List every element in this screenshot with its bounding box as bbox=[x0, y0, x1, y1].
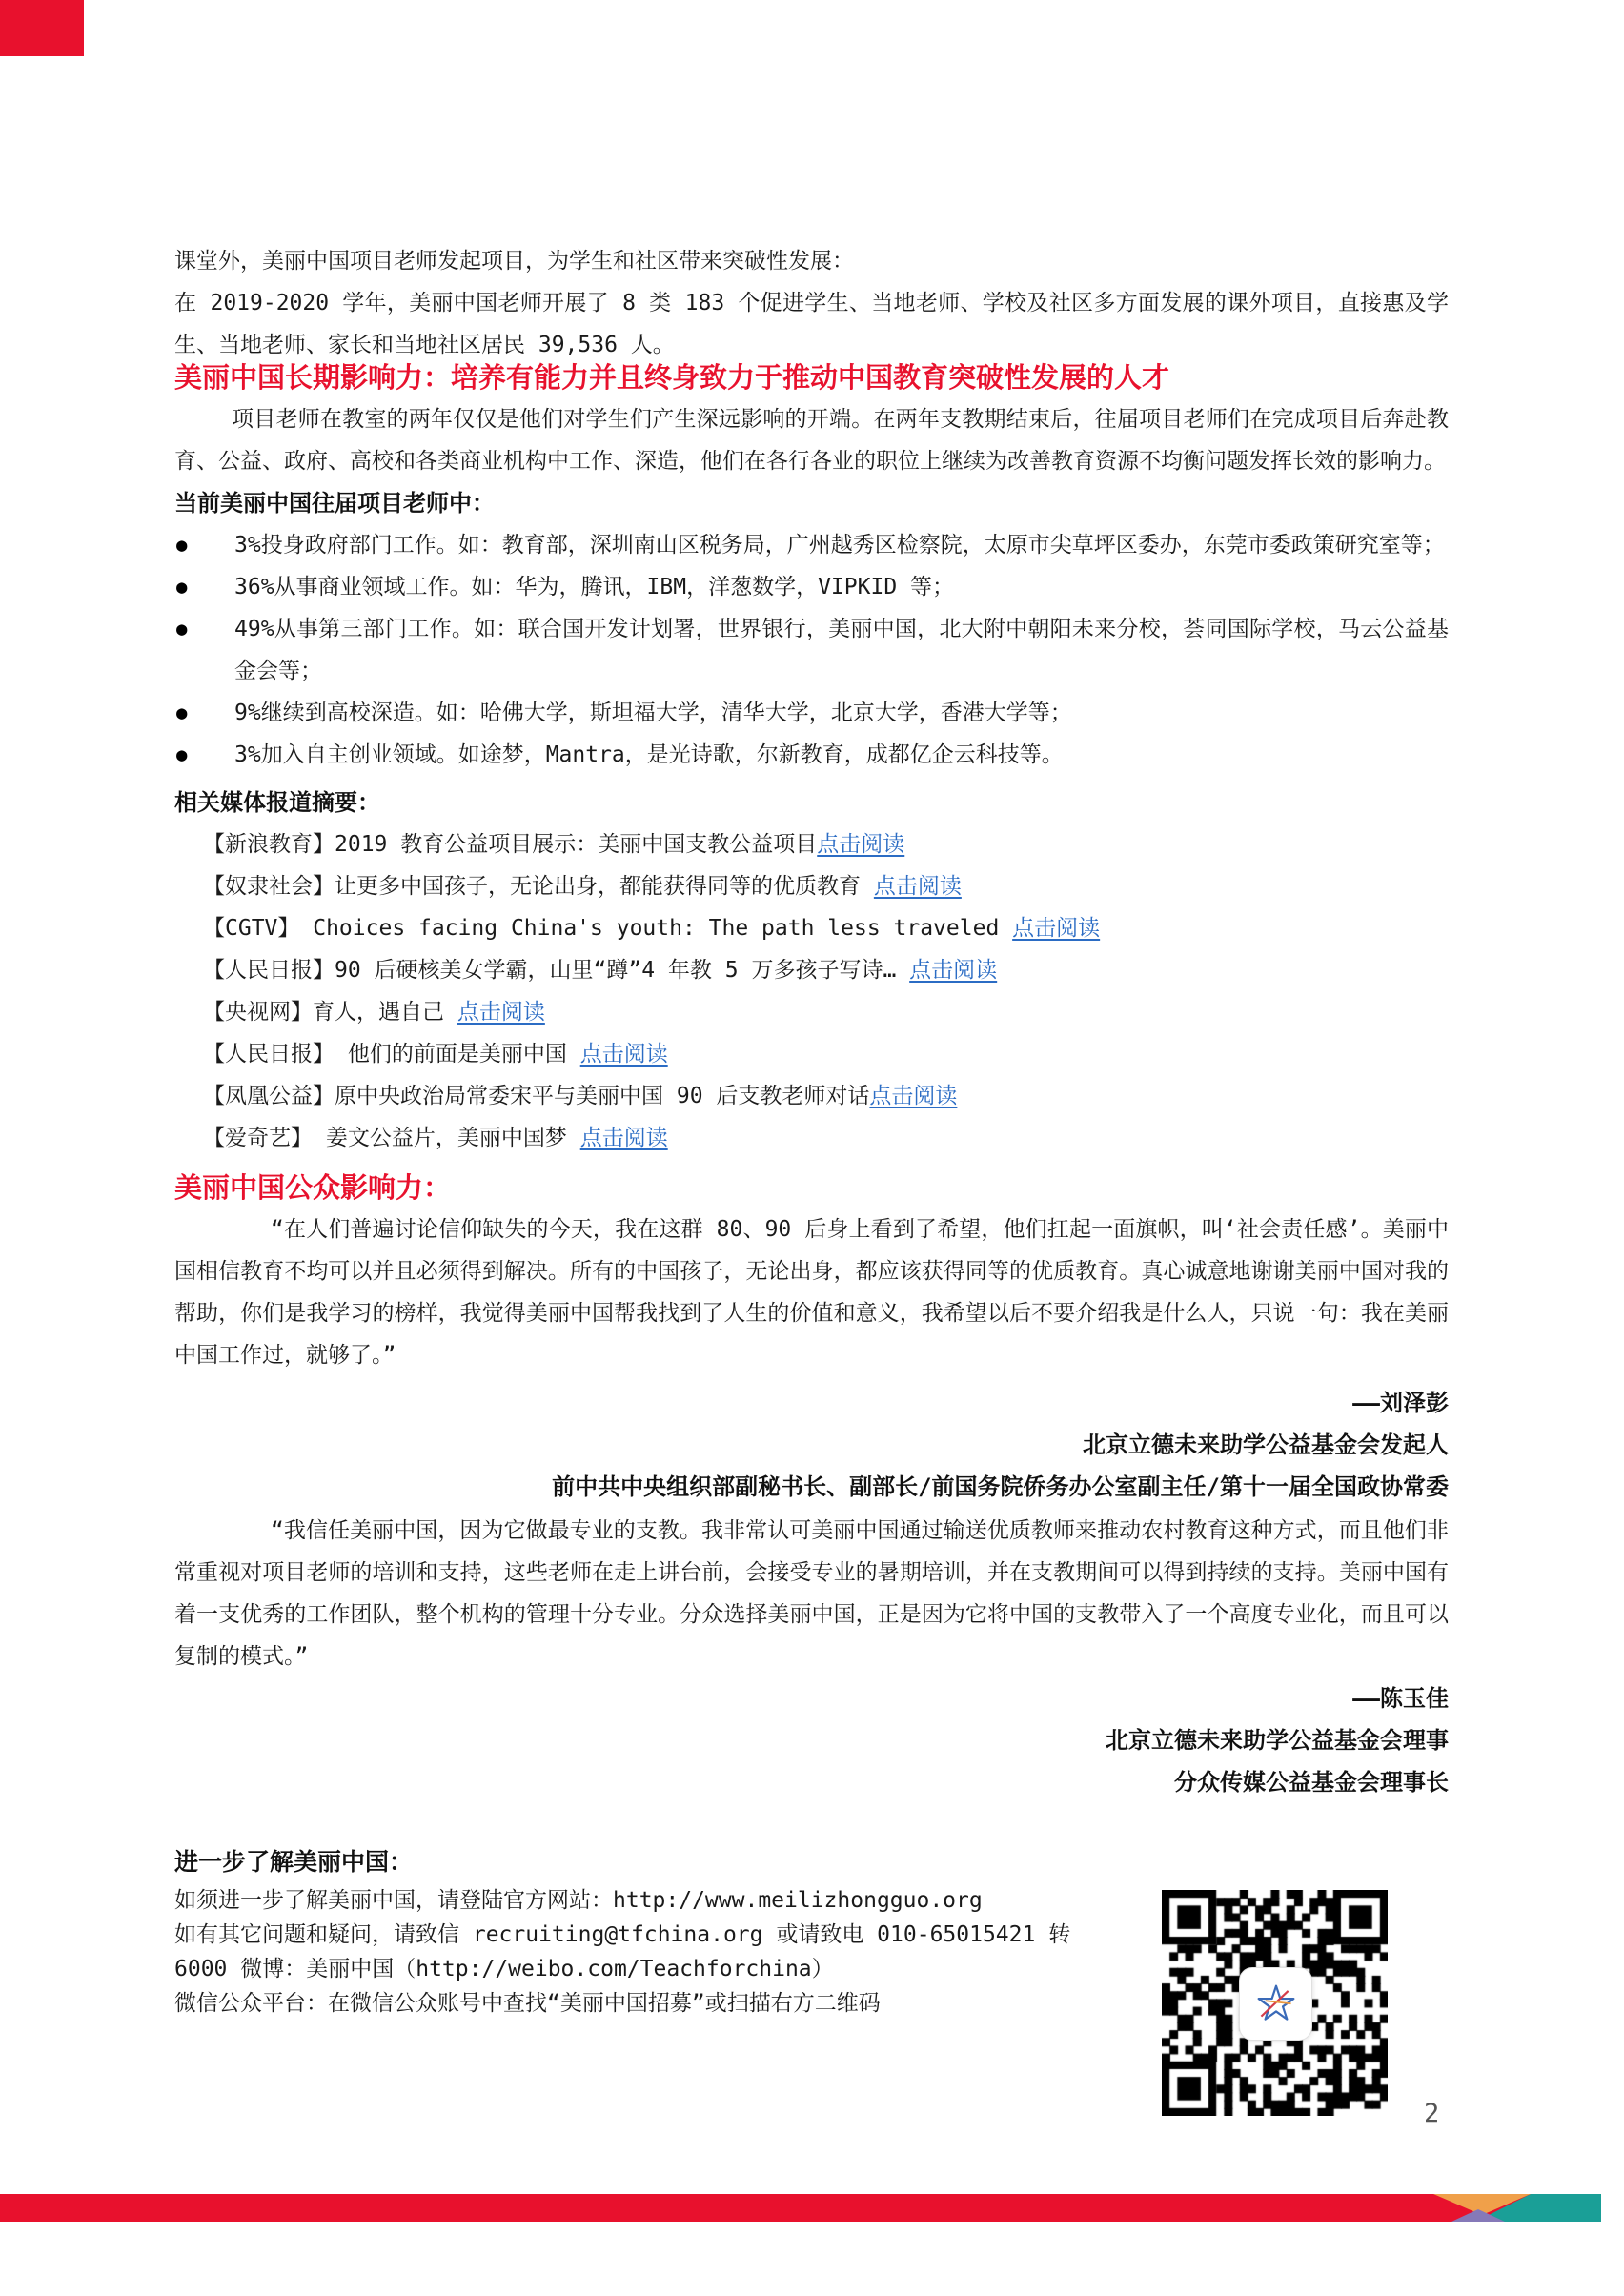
media-report-item bbox=[203, 1075, 1449, 1117]
signature-title: 北京立德未来助学公益基金会理事 bbox=[1106, 1727, 1449, 1754]
bullet-text: 3%投身政府部门工作。如：教育部，深圳南山区税务局，广州越秀区检察院，太原市尖草坪区委办，东莞市委政策研究室等； bbox=[234, 533, 1445, 558]
media-report-label: 【新浪教育】2019 教育公益项目展示：美丽中国支教公益项目 bbox=[203, 832, 818, 857]
longterm-paragraph: 项目老师在教室的两年仅仅是他们对学生们产生深远影响的开端。在两年支教期结束后，往届项目老师们在完成项目后奔赴教育、公益、政府、高校和各类商业机构中工作、深造，他们在各行各业的职位上继续为改善教育资源不均衡问题发挥长效的影响力。 bbox=[174, 407, 1449, 474]
list-item bbox=[174, 566, 1449, 608]
media-report-label: 【爱奇艺】 姜文公益片，美丽中国梦 bbox=[203, 1126, 580, 1150]
bullet-text: 36%从事商业领域工作。如：华为，腾讯，IBM，洋葱数学，VIPKID 等； bbox=[234, 575, 955, 599]
signature-chen bbox=[174, 1677, 1449, 1803]
signature-liu bbox=[174, 1382, 1449, 1508]
media-report-item bbox=[203, 949, 1449, 991]
quote-liu: “在人们普遍讨论信仰缺失的今天，我在这群 80、90 后身上看到了希望，他们扛起一面旗帜，叫‘社会责任感’。美丽中国相信教育不均可以并且必须得到解决。所有的中国孩子，无论出身，都应该获得同等的优质教育。真心诚意地谢谢美丽中国对我的帮助，你们是我学习的榜样，我觉得美丽中国帮我找到了人生的价值和意义，我希望以后不要介绍我是什么人，只说一句：我在美丽中国工作过，就够了。” bbox=[174, 1217, 1449, 1368]
contact-line-weibo: 6000 微博：美丽中国（http://weibo.com/Teachforchina） bbox=[174, 1957, 834, 1981]
media-report-item bbox=[203, 991, 1449, 1033]
media-report-item bbox=[203, 907, 1449, 949]
tfc-logo bbox=[1239, 1967, 1312, 2041]
bullet-text: 3%加入自主创业领域。如途梦，Mantra，是光诗歌，尔新教育，成都亿企云科技等。 bbox=[234, 742, 1064, 767]
media-reports-heading: 相关媒体报道摘要： bbox=[174, 789, 380, 816]
tfc-star-icon bbox=[1251, 1980, 1301, 2029]
quote-chen: “我信任美丽中国，因为它做最专业的支教。我非常认可美丽中国通过输送优质教师来推动农村教育这种方式，而且他们非常重视对项目老师的培训和支持，这些老师在走上讲台前，会接受专业的暑期培训，并在支教期间可以得到持续的支持。美丽中国有着一支优秀的工作团队，整个机构的管理十分专业。分众选择美丽中国，正是因为它将中国的支教带入了一个高度专业化，而且可以复制的模式。” bbox=[174, 1518, 1449, 1669]
bullet-text: 9%继续到高校深造。如：哈佛大学，斯坦福大学，清华大学，北京大学，香港大学等； bbox=[234, 701, 1072, 725]
list-item bbox=[174, 734, 1449, 776]
signature-name: ——陈玉佳 bbox=[1352, 1685, 1449, 1712]
intro-line-1: 课堂外，美丽中国项目老师发起项目，为学生和社区带来突破性发展： bbox=[174, 249, 854, 274]
public-impact-heading: 美丽中国公众影响力： bbox=[174, 1171, 452, 1204]
list-item bbox=[174, 524, 1449, 566]
top-left-red-accent bbox=[0, 0, 84, 56]
media-report-item bbox=[203, 823, 1449, 865]
list-item bbox=[174, 608, 1449, 692]
signature-title: 分众传媒公益基金会理事长 bbox=[1174, 1769, 1449, 1796]
media-report-label: 【CGTV】 Choices facing China's youth: The path less traveled bbox=[203, 916, 1013, 941]
contact-line-email-phone: 如有其它问题和疑问，请致信 recruiting@tfchina.org 或请致电 010-65015421 转 bbox=[174, 1922, 1071, 1947]
read-more-link[interactable]: 点击阅读 bbox=[869, 1084, 958, 1108]
media-report-label: 【人民日报】90 后硬核美女学霸，山里“蹲”4 年教 5 万多孩子写诗… bbox=[203, 958, 910, 983]
signature-title: 前中共中央组织部副秘书长、副部长/前国务院侨务办公室副主任/第十一届全国政协常委 bbox=[552, 1473, 1449, 1500]
read-more-link[interactable]: 点击阅读 bbox=[579, 1126, 668, 1150]
learn-more-heading: 进一步了解美丽中国： bbox=[174, 1848, 414, 1876]
alumni-bullet-list bbox=[174, 524, 1449, 776]
bullet-text: 49%从事第三部门工作。如：联合国开发计划署，世界银行，美丽中国，北大附中朝阳未来分校，荟同国际学校，马云公益基金会等； bbox=[234, 617, 1449, 683]
signature-name: ——刘泽彭 bbox=[1352, 1390, 1449, 1416]
read-more-link[interactable]: 点击阅读 bbox=[457, 1000, 545, 1025]
intro-line-2: 在 2019-2020 学年，美丽中国老师开展了 8 类 183 个促进学生、当地老师、学校及社区多方面发展的课外项目，直接惠及学生、当地老师、家长和当地社区居民 39,536 人。 bbox=[174, 291, 1449, 357]
read-more-link[interactable]: 点击阅读 bbox=[817, 832, 905, 857]
media-report-item bbox=[203, 865, 1449, 907]
page-number: 2 bbox=[1424, 2099, 1440, 2128]
media-report-label: 【凤凰公益】原中央政治局常委宋平与美丽中国 90 后支教老师对话 bbox=[203, 1084, 870, 1108]
read-more-link[interactable]: 点击阅读 bbox=[873, 874, 962, 899]
media-report-label: 【央视网】育人，遇自己 bbox=[203, 1000, 457, 1025]
alumni-subheading: 当前美丽中国往届项目老师中： bbox=[174, 490, 495, 517]
list-item bbox=[174, 692, 1449, 734]
longterm-impact-heading: 美丽中国长期影响力：培养有能力并且终身致力于推动中国教育突破性发展的人才 bbox=[174, 361, 1170, 394]
signature-title: 北京立德未来助学公益基金会发起人 bbox=[1083, 1432, 1449, 1458]
media-report-item bbox=[203, 1033, 1449, 1075]
stripe-red-bar bbox=[0, 2194, 1544, 2222]
read-more-link[interactable]: 点击阅读 bbox=[1012, 916, 1101, 941]
read-more-link[interactable]: 点击阅读 bbox=[909, 958, 998, 983]
media-report-label: 【人民日报】 他们的前面是美丽中国 bbox=[203, 1042, 580, 1067]
read-more-link[interactable]: 点击阅读 bbox=[579, 1042, 668, 1067]
media-report-label: 【奴隶社会】让更多中国孩子，无论出身，都能获得同等的优质教育 bbox=[203, 874, 874, 899]
contact-line-website: 如须进一步了解美丽中国，请登陆官方网站：http://www.meilizhongguo.org bbox=[174, 1888, 983, 1913]
media-report-list bbox=[174, 823, 1449, 1159]
footer-decorative-stripe bbox=[0, 2194, 1624, 2222]
media-report-item bbox=[203, 1117, 1449, 1159]
contact-line-wechat: 微信公众平台：在微信公众账号中查找“美丽中国招募”或扫描右方二维码 bbox=[174, 1991, 881, 2016]
page-content bbox=[174, 240, 1449, 2021]
